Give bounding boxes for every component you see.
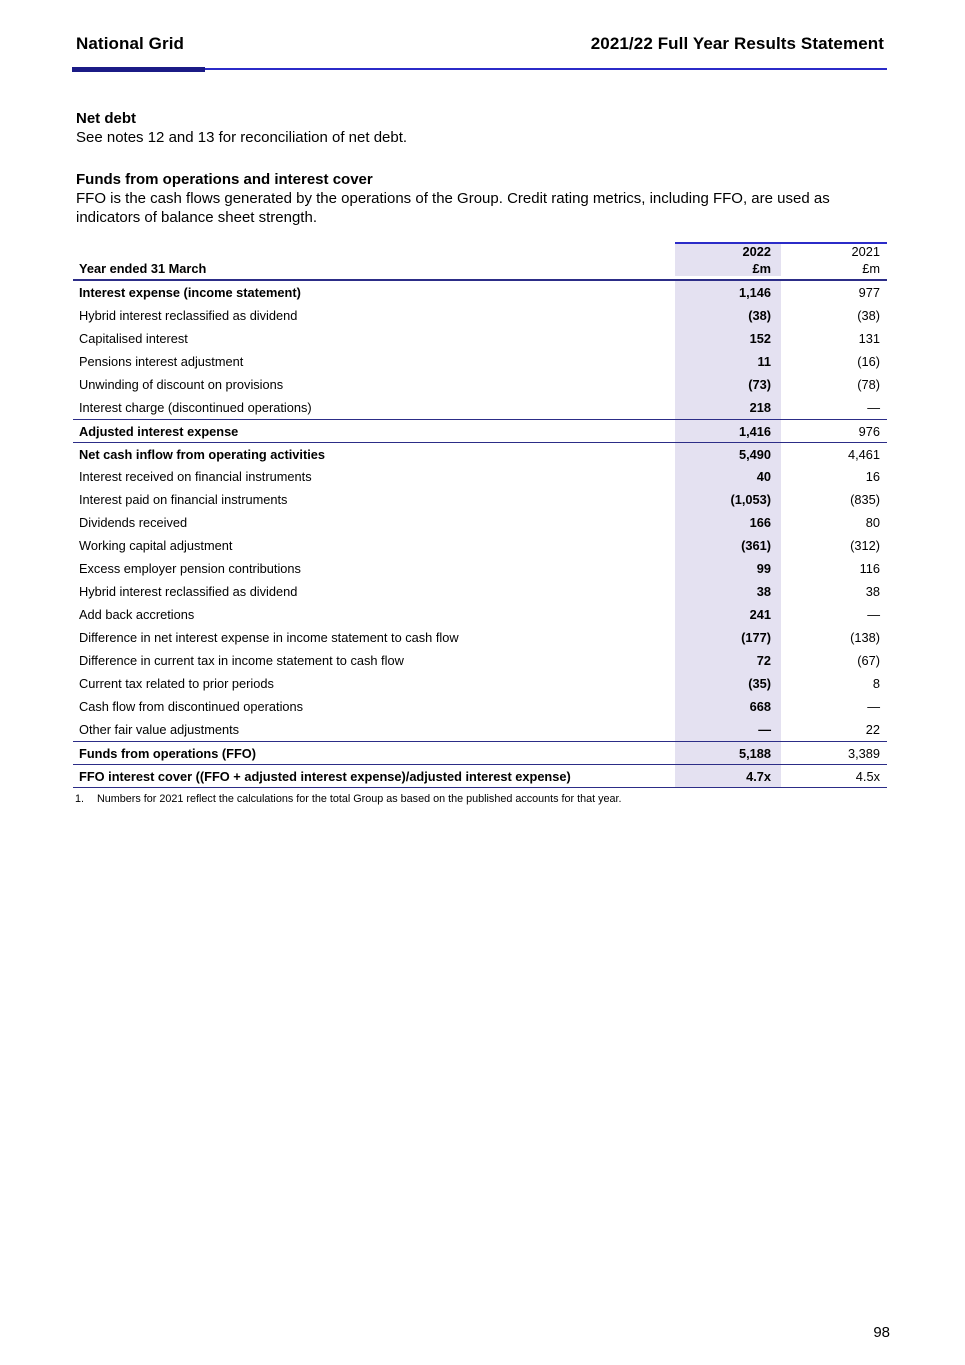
table-header bbox=[73, 239, 887, 281]
row-label: Difference in current tax in income statement to cash flow bbox=[79, 653, 404, 668]
unit-2022-label: £m bbox=[675, 259, 781, 276]
table-row bbox=[73, 396, 887, 419]
row-label: Unwinding of discount on provisions bbox=[79, 377, 284, 392]
row-value-2022: 99 bbox=[675, 557, 781, 580]
row-value-2021: (38) bbox=[857, 308, 880, 323]
table-row bbox=[73, 718, 887, 741]
table-row bbox=[73, 488, 887, 511]
table-row bbox=[73, 304, 887, 327]
row-label: Interest expense (income statement) bbox=[79, 285, 301, 300]
row-label: Pensions interest adjustment bbox=[79, 354, 244, 369]
row-value-2021: 131 bbox=[858, 331, 880, 346]
section-heading: Funds from operations and interest cover bbox=[76, 171, 373, 188]
row-value-2022: (177) bbox=[675, 626, 781, 649]
document-title: 2021/22 Full Year Results Statement bbox=[590, 34, 884, 53]
row-value-2022: 5,490 bbox=[675, 443, 781, 465]
row-label: Hybrid interest reclassified as dividend bbox=[79, 308, 298, 323]
row-label: Adjusted interest expense bbox=[79, 423, 239, 439]
row-value-2022: 1,146 bbox=[675, 281, 781, 304]
row-value-2021: 16 bbox=[865, 469, 880, 484]
row-label: FFO interest cover ((FFO + adjusted interest expense)/adjusted interest expense) bbox=[79, 768, 571, 784]
row-value-2022: (35) bbox=[675, 672, 781, 695]
row-header-label: Year ended 31 March bbox=[79, 261, 207, 276]
table-row bbox=[73, 580, 887, 603]
header-rule bbox=[76, 67, 884, 73]
document-header bbox=[76, 34, 884, 54]
footnote-number: 1. bbox=[75, 793, 85, 805]
year-2021-header: 2021 bbox=[781, 242, 887, 259]
row-value-2021: 38 bbox=[865, 584, 880, 599]
row-label: Funds from operations (FFO) bbox=[79, 745, 257, 761]
table-row bbox=[73, 626, 887, 649]
row-value-2022: 218 bbox=[675, 396, 781, 419]
row-label: Other fair value adjustments bbox=[79, 722, 240, 737]
row-value-2022: 40 bbox=[675, 465, 781, 488]
row-label: Hybrid interest reclassified as dividend bbox=[79, 584, 298, 599]
row-label: Interest charge (discontinued operations) bbox=[79, 400, 312, 415]
row-value-2022: 152 bbox=[675, 327, 781, 350]
company-name: National Grid bbox=[76, 34, 185, 53]
row-value-2021: — bbox=[867, 699, 880, 714]
page-number: 98 bbox=[873, 1324, 890, 1341]
row-value-2022: 38 bbox=[675, 580, 781, 603]
row-value-2022: 5,188 bbox=[675, 742, 781, 764]
row-value-2021: (67) bbox=[857, 653, 880, 668]
row-value-2021: (835) bbox=[850, 492, 880, 507]
section-body: See notes 12 and 13 for reconciliation of net debt. bbox=[76, 129, 408, 146]
row-label: Excess employer pension contributions bbox=[79, 561, 301, 576]
table-row bbox=[73, 465, 887, 488]
table-row bbox=[73, 603, 887, 626]
header-rule-thick-segment bbox=[72, 67, 205, 72]
table-row bbox=[73, 695, 887, 718]
row-value-2021: 4,461 bbox=[847, 446, 880, 462]
table-row bbox=[73, 350, 887, 373]
row-value-2021: — bbox=[867, 400, 880, 415]
table-row bbox=[73, 511, 887, 534]
table-row bbox=[73, 419, 887, 442]
row-value-2022: 668 bbox=[675, 695, 781, 718]
row-value-2021: 116 bbox=[859, 561, 880, 576]
row-label: Capitalised interest bbox=[79, 331, 188, 346]
row-value-2021: 4.5x bbox=[855, 768, 880, 784]
row-value-2021: 22 bbox=[865, 722, 880, 737]
row-value-2021: (16) bbox=[857, 354, 880, 369]
row-label: Current tax related to prior periods bbox=[79, 676, 274, 691]
row-label: Add back accretions bbox=[79, 607, 195, 622]
footnote-text: Numbers for 2021 reflect the calculations for the total Group as based on the published accounts for that year. bbox=[97, 793, 622, 805]
footnote bbox=[75, 792, 884, 806]
row-value-2021: 3,389 bbox=[847, 745, 880, 761]
row-label: Dividends received bbox=[79, 515, 188, 530]
row-value-2022: (361) bbox=[675, 534, 781, 557]
table-row bbox=[73, 534, 887, 557]
table-row bbox=[73, 373, 887, 396]
row-value-2021: (138) bbox=[850, 630, 880, 645]
table-header-unit-row bbox=[73, 259, 887, 279]
table-row bbox=[73, 764, 887, 787]
table-body bbox=[73, 281, 887, 788]
row-value-2022: 1,416 bbox=[675, 420, 781, 442]
row-label: Difference in net interest expense in income statement to cash flow bbox=[79, 630, 459, 645]
section-net-debt bbox=[76, 109, 884, 147]
row-value-2022: 4.7x bbox=[675, 765, 781, 787]
year-2022-header: 2022 bbox=[675, 242, 781, 259]
section-heading: Net debt bbox=[76, 110, 136, 127]
row-value-2022: (1,053) bbox=[675, 488, 781, 511]
row-value-2022: — bbox=[675, 718, 781, 741]
row-value-2021: (312) bbox=[850, 538, 880, 553]
row-value-2021: 976 bbox=[858, 423, 880, 439]
section-body: FFO is the cash flows generated by the operations of the Group. Credit rating metrics, including FFO, are used as indicators of balance sheet strength. bbox=[76, 190, 830, 226]
unit-2021-label: £m bbox=[862, 261, 880, 276]
row-label: Net cash inflow from operating activities bbox=[79, 446, 326, 462]
row-value-2021: 8 bbox=[872, 676, 880, 691]
row-value-2021: — bbox=[867, 607, 880, 622]
row-value-2021: (78) bbox=[857, 377, 880, 392]
table-row bbox=[73, 649, 887, 672]
row-value-2021: 977 bbox=[858, 285, 880, 300]
section-ffo bbox=[76, 170, 884, 227]
table-header-year-row bbox=[73, 239, 887, 259]
row-label: Interest received on financial instruments bbox=[79, 469, 312, 484]
table-row bbox=[73, 741, 887, 764]
table-row bbox=[73, 327, 887, 350]
table-row bbox=[73, 281, 887, 304]
table-row bbox=[73, 442, 887, 465]
row-value-2022: 241 bbox=[675, 603, 781, 626]
row-value-2022: 72 bbox=[675, 649, 781, 672]
row-value-2022: (73) bbox=[675, 373, 781, 396]
table-row bbox=[73, 672, 887, 695]
row-label: Cash flow from discontinued operations bbox=[79, 699, 304, 714]
row-value-2021: 80 bbox=[865, 515, 880, 530]
table-row bbox=[73, 557, 887, 580]
header-rule-thin-segment bbox=[205, 68, 887, 70]
row-value-2022: (38) bbox=[675, 304, 781, 327]
results-table bbox=[73, 239, 887, 788]
row-label: Interest paid on financial instruments bbox=[79, 492, 288, 507]
row-value-2022: 11 bbox=[675, 350, 781, 373]
row-value-2022: 166 bbox=[675, 511, 781, 534]
row-label: Working capital adjustment bbox=[79, 538, 233, 553]
